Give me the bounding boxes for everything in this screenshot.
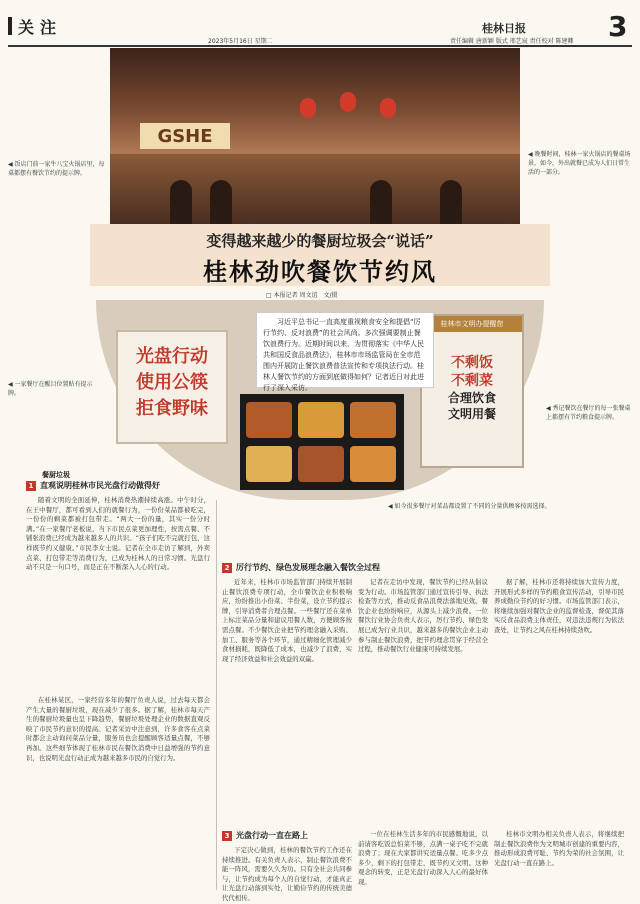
poster-line: 合理饮食 [447, 391, 496, 405]
section-heading-2 [222, 562, 380, 573]
page-number: 3 [608, 10, 628, 43]
diner-figure [440, 180, 462, 224]
body-column [26, 496, 210, 692]
caption-top-left: ◀ 饭店门前一家牛八宝火锅店里，每桌都摆有餐饮节约的提示牌。 [8, 161, 105, 177]
paper-name: 桂林日报 [482, 22, 526, 35]
menu-board [240, 394, 404, 490]
byline: □ 本报记者 周文谊 文/摄 [266, 292, 338, 299]
section-kicker: 餐厨垃圾 [42, 471, 70, 479]
paragraph: 下定决心做到，桂林的餐饮节约工作还在持续推进。有关负责人表示，制止餐饮浪费不能一阵风，需要久久为功。只有全社会共同参与，让节约成为每个人的自觉行动，才能真正让光盘行动落到实处，让勤俭节约的传统美德代代相传。 [222, 846, 352, 902]
poster-line: 不剩饭 [451, 355, 493, 371]
dish-photo [298, 402, 344, 438]
poster-line: 拒食野味 [136, 398, 208, 419]
diner-figure [170, 180, 192, 224]
paragraph: 一位在桂林生活多年的市民感慨地说，以前请客吃饭总怕菜不够，点满一桌子吃不完就浪费了；现在大家都讲究适量点餐、吃多少点多少，剩下的打包带走，既节约又文明。这种观念的转变，正是光盘行动深入人心的最好体现。 [358, 830, 488, 886]
body-column [358, 830, 488, 890]
lantern-icon [340, 92, 356, 112]
section-heading-1 [26, 480, 160, 491]
poster-line: 使用公筷 [136, 372, 208, 393]
spacer [422, 332, 522, 354]
paragraph: 在桂林某区，一家经营多年的餐厅负责人说，过去每天都会产生大量的餐厨垃圾，现在减少了很多。据了解，桂林市每天产生的餐厨垃圾量也呈下降趋势，餐厨垃圾处理企业的数据直观反映了市民节约意识的提高。记者采访中注意到，许多食客在点菜时都会主动询问菜品分量，服务员也会提醒顾客适量点餐，不够再加。这些细节体现了桂林市民在餐饮消费中日益增强的节约意识，也说明光盘行动正成为越来越多市民的自觉行为。 [26, 696, 210, 762]
headline-subtitle: 变得越来越少的餐厨垃圾会“说话” [206, 232, 434, 250]
section-label-text: 关注 [18, 17, 63, 37]
section-number: 3 [222, 831, 232, 841]
header-rule [8, 45, 632, 47]
caption-mid-bottom: ◀ 如今很多餐厅对菜品都设置了不同的分量供顾客按需选择。 [388, 503, 551, 510]
restaurant-sign: GSHE [140, 123, 230, 149]
section-heading-3 [222, 830, 308, 841]
dish-photo [246, 446, 292, 482]
poster-line: 不剩菜 [451, 373, 493, 389]
section-label [8, 14, 104, 38]
dish-photo [246, 402, 292, 438]
section-number: 2 [222, 563, 232, 573]
headline-title: 桂林劲吹餐饮节约风 [203, 258, 437, 286]
section-bar [8, 17, 12, 35]
section-title: 光盘行动一直在路上 [236, 831, 308, 840]
body-column [494, 830, 624, 890]
staff-credits: 责任编辑 唐新颖 版式 邢艺宸 责任校对 陈建卿 [450, 38, 574, 45]
poster-clean-plate [116, 330, 228, 444]
body-column [494, 578, 624, 822]
paragraph: 记者在走访中发现，餐饮节约已经从倡议变为行动。市场监管部门通过宣传引导、执法检查等方式，推动反食品浪费法落地见效。餐饮企业也纷纷响应，从源头上减少浪费。一位餐饮行业协会负责人表示，厉行节约、绿色发展已成为行业共识，越来越多的餐饮企业主动参与制止餐饮浪费，把节约理念贯穿于经营全过程，推动餐饮行业健康可持续发展。 [358, 578, 488, 654]
paragraph: 随着文明的全面延伸，桂林消费热潮持续高涨。中午时分，在王中餐厅，都可看到人们的就餐行为，一份份菜品都被吃完，一份份的剩菜都被打包带走。“两大一份的量，其实一份分时满。”在一家餐厅老板说，当下市民点菜更加理性，按需点餐、不铺张浪费已经成为越来越多人的共识。“孩子们吃不完就打包，这样既节约又健康。”市民李女士说。记者在全市走访了解到，外卖点菜、打包带走等消费行为，已成为桂林人的日常习惯。光盘行动不只是一句口号，而是正在不断深入人心的行动。 [26, 496, 210, 572]
headline-band [90, 224, 550, 286]
body-column [26, 696, 210, 886]
caption-mid-right: ◀ 秀记餐饮在餐厅的每一张餐桌上都摆有节约粮食提示牌。 [546, 405, 631, 421]
page-header [8, 10, 632, 44]
paragraph: 据了解，桂林市还将持续加大宣传力度，开展形式多样的节约粮食宣传活动，引导市民养成勤俭节约的好习惯。市场监管部门表示，将继续加强对餐饮企业的监督检查，督促其落实反食品浪费主体责任，对违法违规行为依法查处，让节约之风在桂林持续劲吹。 [494, 578, 624, 634]
poster-civilization [420, 314, 524, 468]
paragraph: 桂林市文明办相关负责人表示，将继续把制止餐饮浪费作为文明城市创建的重要内容，推动形成浪费可耻、节约为荣的社会氛围，让光盘行动一直在路上。 [494, 830, 624, 867]
diner-figure [370, 180, 392, 224]
caption-top-right: ◀ 晚餐时间，桂林一家火锅店的餐桌场景，如今，外出就餐已成为人们日常生活的一部分。 [528, 151, 631, 176]
lantern-icon [300, 98, 316, 118]
section-title: 直观说明桂林市民光盘行动做得好 [40, 481, 160, 490]
diner-figure [210, 180, 232, 224]
section-title: 厉行节约、绿色发展理念融入餐饮全过程 [236, 563, 380, 572]
poster-line: 光盘行动 [136, 346, 208, 367]
dish-photo [298, 446, 344, 482]
poster-header: 桂林市文明办提醒您 [422, 316, 522, 332]
caption-mid-left: ◀ 一家餐厅在醒目位置贴有提示牌。 [8, 381, 93, 397]
lead-paragraph: 习近平总书记一直高度重视粮食安全和提倡“厉行节约、反对浪费”的社会风尚。多次强调要制止餐饮浪费行为。近期时间以来，为贯彻落实《中华人民共和国反食品浪费法》，桂林市市场监管局在全市范围内开展防止餐饮浪费普法宣传和专项执法行动。桂林人餐饮节约的方面到底做得如何？记者近日对此进行了深入采访。 [256, 312, 434, 388]
issue-date: 2023年5月16日 星期二 [208, 38, 273, 45]
column-rule [216, 500, 217, 890]
lantern-icon [380, 98, 396, 118]
section-number: 1 [26, 481, 36, 491]
dish-photo [350, 446, 396, 482]
body-column [222, 846, 352, 902]
dish-photo [350, 402, 396, 438]
poster-line: 文明用餐 [447, 407, 496, 421]
restaurant-photo [110, 48, 520, 224]
body-column [358, 578, 488, 822]
body-column [222, 578, 352, 822]
paragraph: 近年来，桂林市市场监管部门持续开展制止餐饮浪费专项行动，全市餐饮企业积极响应，纷纷推出小份菜、半份菜，设立节约提示牌，引导消费者合理点餐。一些餐厅还在菜单上标注菜品分量和建议用餐人数，方便顾客按需点餐。不少餐饮企业把节约理念融入采购、加工、服务等各个环节，通过精细化管理减少食材损耗，既降低了成本，也减少了浪费，实现了经济效益和社会效益的双赢。 [222, 578, 352, 663]
